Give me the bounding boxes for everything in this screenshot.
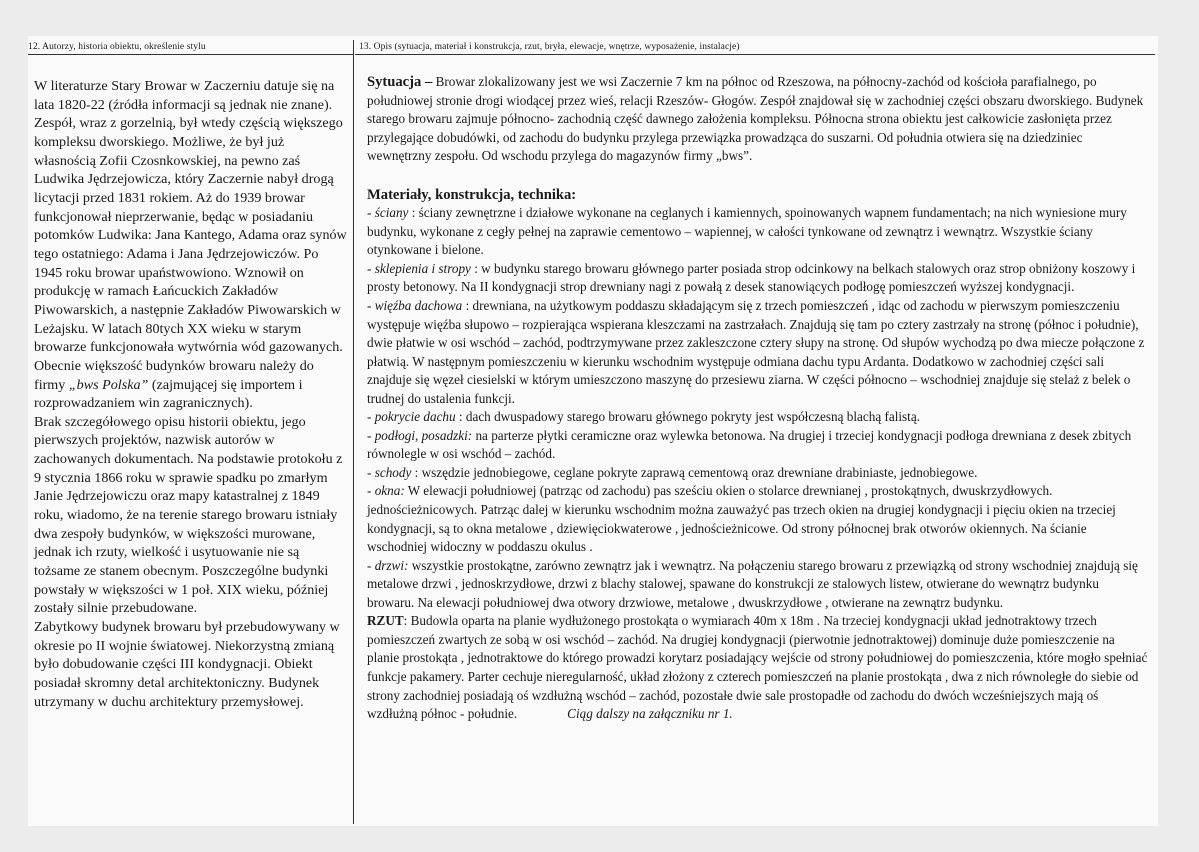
material-text: : wszędzie jednobiegowe, ceglane pokryte zaprawą cementową oraz drewniane drabiniaste, jednobiegowe. [411,464,978,480]
material-text: na parterze płytki ceramiczne oraz wylewka betonowa. Na drugiej i trzeciej kondygnacji podłoga drewniana z desek zbitych równolegle w osi wschód – zachód. [367,427,1132,462]
firm-name: „bws Polska” [68,376,149,393]
material-text: : drewniana, na użytkowym poddaszu składającym się z trzech pomieszczeń , idąc od zachodu w pierwszym pomieszczeniu występuje więźba słupowo – rozpierająca wspierana kleszczami na zastrzałach. Znajdują się tam po cztery zastrzały na stronę (północ i południe), dwie płatwie w osi wschód – zachód, podtrzymywane przez zakleszczone cztery słupy na stronę. Od słupów wychodzą po dwa miecze połączone z płatwią. W następnym pomieszczeniu w kierunku wschodnim występuje odmiana dachu typu Ardanta. Dodatkowo w zachodniej części sali znajduje się węzeł ciesielski w którym umieszczono maszynę do przesiewu ziarna. W części północno – wschodniej znajduje się stelaż z belek o trudnej do ustalenia funkcji. [367,298,1145,406]
material-text: W elewacji południowej (patrząc od zachodu) pas sześciu okien o stolarce drewnianej , prostokątnych, dwuskrzydłowych. jednościeżnicowych. Patrząc dalej w kierunku wschodnim można zauważyć pas trzech okien na drugiej kondygnacji i pięciu okien na trzeciej kondygnacji, są to okna metalowe , dziewięciokwaterowe , jednościeżnicowe. Od strony północnej brak otworów okiennych. Na ścianie wschodniej widoczny w poddaszu okulus . [367,483,1116,555]
material-term: ściany [374,205,409,221]
left-column [28,40,354,824]
material-text: : ściany zewnętrzne i działowe wykonane na ceglanych i kamiennych, spoinowanych wapnem fundamentach; na nich wyniesione mury budynku, wykonane z cegły pełnej na zaprawie cementowo – wapiennej, w całości tynkowane od zewnątrz i wewnątrz. Wszystkie ściany otynkowane i bielone. [367,205,1127,258]
spacer [367,166,1149,186]
material-item: - drzwi: wszystkie prostokątne, zarówno zewnątrz jak i wewnątrz. Na połączeniu starego browaru z przewiązką od strony wschodniej znajdują się metalowe drzwi , jednoskrzydłowe, drzwi z blachy stalowej, spawane do konstrukcji ze stalowych listew, otwierane do wewnątrz budynku browaru. Na elewacji południowej dwa otwory drzwiowe, metalowe , dwuskrzydłowe , otwierane na zewnątrz budynku. [367,557,1138,610]
material-text: wszystkie prostokątne, zarówno zewnątrz jak i wewnątrz. Na połączeniu starego browaru z przewiązką od strony wschodniej znajdują się metalowe drzwi , jednoskrzydłowe, drzwi z blachy stalowej, spawane do konstrukcji ze stalowych listew, otwierane do wewnątrz budynku browaru. Na elewacji południowej dwa otwory drzwiowe, metalowe , dwuskrzydłowe , otwierane na zewnątrz budynku. [367,557,1138,610]
material-term: drzwi: [374,557,409,573]
material-term: pokrycie dachu [374,409,456,425]
rzut-paragraph [367,612,1149,723]
materials-list [367,204,1149,612]
right-column [355,40,1155,824]
material-term: schody [374,464,412,480]
history-text [28,55,353,711]
material-item: - okna: W elewacji południowej (patrząc od zachodu) pas sześciu okien o stolarce drewnianej , prostokątnych, dwuskrzydłowych. jednościeżnicowych. Patrząc dalej w kierunku wschodnim można zauważyć pas trzech okien na drugiej kondygnacji i pięciu okien na trzeciej kondygnacji, są to okna metalowe , dziewięciokwaterowe , jednościeżnicowe. Od strony północnej brak otworów okiennych. Na ścianie wschodniej widoczny w poddaszu okulus . [367,483,1116,555]
rzut-text: : Budowla oparta na planie wydłużonego prostokąta o wymiarach 40m x 18m . Na trzeciej kondygnacji układ jednotraktowy trzech pomieszczeń zwartych ze sobą w osi wschód – zachód. Na drugiej kondygnacji (pierwotnie jednotraktowej) dominuje duże pomieszczenie na planie prostokąta , jednotraktowe do którego prowadzi korytarz posiadający wejście od strony południowej do pomieszczenia, które mogło spełniać funkcje pakamery. Parter cechuje nieregularność, układ złożony z czterech pomieszczeń na planie prostokąta , dwa z nich równoległe do siebie od strony zachodniej posiadają oś wzdłużną wschód – zachód, pozostałe dwie sale prostopadłe od zachodu do dwóch wcześniejszych mają oś wzdłużną północ - południe. [367,613,1148,722]
materials-title: Materiały, konstrukcja, technika: [367,186,577,203]
situation-label: Sytuacja – [367,74,433,90]
material-item: - schody : wszędzie jednobiegowe, ceglane pokryte zaprawą cementową oraz drewniane drabiniaste, jednobiegowe. [367,464,978,480]
continued-note: Ciąg dalszy na załączniku nr 1. [567,706,733,722]
firm-tail: (zajmującej się importem i rozprowadzaniem win zagranicznych). [34,376,303,412]
description-text [355,55,1155,724]
material-item: - sklepienia i stropy : w budynku starego browaru głównego parter posiada strop odcinkowy na belkach stalowych oraz strop obniżony koszowy i prosty betonowy. Na II kondygnacji strop drewniany nagi z powałą z desek stanowiących podłogę pomieszczeń wyższej kondygnacji. [367,260,1136,295]
section-heading-authors: 12. Autorzy, historia obiektu, określenie stylu [28,40,353,55]
material-text: : w budynku starego browaru głównego parter posiada strop odcinkowy na belkach stalowych oraz strop obniżony koszowy i prosty betonowy. Na II kondygnacji strop drewniany nagi z powałą z desek stanowiących podłogę pomieszczeń wyższej kondygnacji. [367,260,1136,295]
history-paragraph: Zabytkowy budynek browaru był przebudowywany w okresie po II wojnie światowej. Niekorzystną zmianą było dobudowanie części III kondygnacji. Obiekt posiadał skromny detal architektoniczny. Budynek utrzymany w duchu architektury przemysłowej. [34,619,340,710]
situation-text: Browar zlokalizowany jest we wsi Zaczernie 7 km na północ od Rzeszowa, na północny-zachód od kościoła parafialnego, po południowej stronie drogi wiodącej przez wieś, relacji Rzeszów- Głogów. Zespół znajdował się w zachodniej części obszaru dworskiego. Budynek starego browaru zajmuje północno- zachodnią część dawnego założenia kompleksu. Północna strona obiektu jest całkowicie zasłonięta przez przylegające dobudówki, od zachodu do budynku przylega przewiązka prowadząca do suszarni. Od południa otwiera się na dziedziniec wewnętrzny zespołu. Od wschodu przylega do magazynów firmy „bws”. [367,74,1144,164]
section-heading-description: 13. Opis (sytuacja, materiał i konstrukcja, rzut, bryła, elewacje, wnętrze, wyposażenie, instalacje) [355,40,1155,55]
material-term: sklepienia i stropy [374,260,471,276]
material-item: - pokrycie dachu : dach dwuspadowy starego browaru głównego pokryty jest współczesną blachą falistą. [367,409,920,425]
situation-paragraph [367,73,1149,166]
material-term: okna: [374,483,405,499]
material-item: - więźba dachowa : drewniana, na użytkowym poddaszu składającym się z trzech pomieszczeń , idąc od zachodu w pierwszym pomieszczeniu występuje więźba słupowo – rozpierająca wspierana kleszczami na zastrzałach. Znajdują się tam po cztery zastrzały na stronę (północ i południe), dwie płatwie w osi wschód – zachód, podtrzymywane przez zakleszczone cztery słupy na stronę. Od słupów wychodzą po dwa miecze połączone z płatwią. W następnym pomieszczeniu w kierunku wschodnim występuje odmiana dachu typu Ardanta. Dodatkowo w zachodniej części sali znajduje się węzeł ciesielski w którym umieszczono maszynę do przesiewu ziarna. W części północno – wschodniej znajduje się stelaż z belek o trudnej do ustalenia funkcji. [367,298,1145,406]
history-paragraph-text: W literaturze Stary Browar w Zaczerniu datuje się na lata 1820-22 (źródła informacji są jednak nie znane). Zespół, wraz z gorzelnią, był wtedy częścią większego kompleksu dworskiego. Możliwe, że był już własnością Zofii Czosnkowskiej, na pewno zaś Ludwika Jędrzejowicza, który Zaczernie nabył drogą licytacji przed 1831 rokiem. Aż do 1939 browar funkcjonował nieprzerwanie, będąc w posiadaniu potomków Ludwika: Jana Kantego, Adama oraz synów tego ostatniego: Adama i Jana Jędrzejowiczów. Po 1945 roku browar upaństwowiono. Wznowił on produkcję w ramach Łańcuckich Zakładów Piwowarskich, a następnie Zakładów Piwowarskich w Leżajsku. W latach 80tych XX wieku w starym browarze funkcjonowała wytwórnia wód gazowanych. Obecnie większość budynków browaru należy do firmy [34,78,347,393]
material-term: więźba dachowa [374,298,463,314]
material-term: podłogi, posadzki: [374,427,473,443]
history-paragraph [34,77,347,413]
material-text: : dach dwuspadowy starego browaru głównego pokryty jest współczesną blachą falistą. [455,409,920,425]
material-item: - podłogi, posadzki: na parterze płytki ceramiczne oraz wylewka betonowa. Na drugiej i trzeciej kondygnacji podłoga drewniana z desek zbitych równolegle w osi wschód – zachód. [367,427,1132,462]
rzut-label: RZUT [367,613,404,629]
material-item: - ściany : ściany zewnętrzne i działowe wykonane na ceglanych i kamiennych, spoinowanych wapnem fundamentach; na nich wyniesione mury budynku, wykonane z cegły pełnej na zaprawie cementowo – wapiennej, w całości tynkowane od zewnątrz i wewnątrz. Wszystkie ściany otynkowane i bielone. [367,205,1127,258]
history-paragraph: Brak szczegółowego opisu historii obiektu, jego pierwszych projektów, nazwisk autorów w zachowanych dokumentach. Na podstawie protokołu z 9 stycznia 1866 roku w sprawie spadku po zmarłym Janie Jędrzejowiczu oraz mapy katastralnej z 1849 roku, wiadomo, że na terenie starego browaru istniały dwa zespoły budynków, w większości murowane, jednak ich rzuty, wielkość i usytuowanie nie są tożsame ze stanem obecnym. Poszczególne budynki powstały w większości w 1 poł. XIX wieku, później zostały silnie przebudowane. [34,413,343,617]
